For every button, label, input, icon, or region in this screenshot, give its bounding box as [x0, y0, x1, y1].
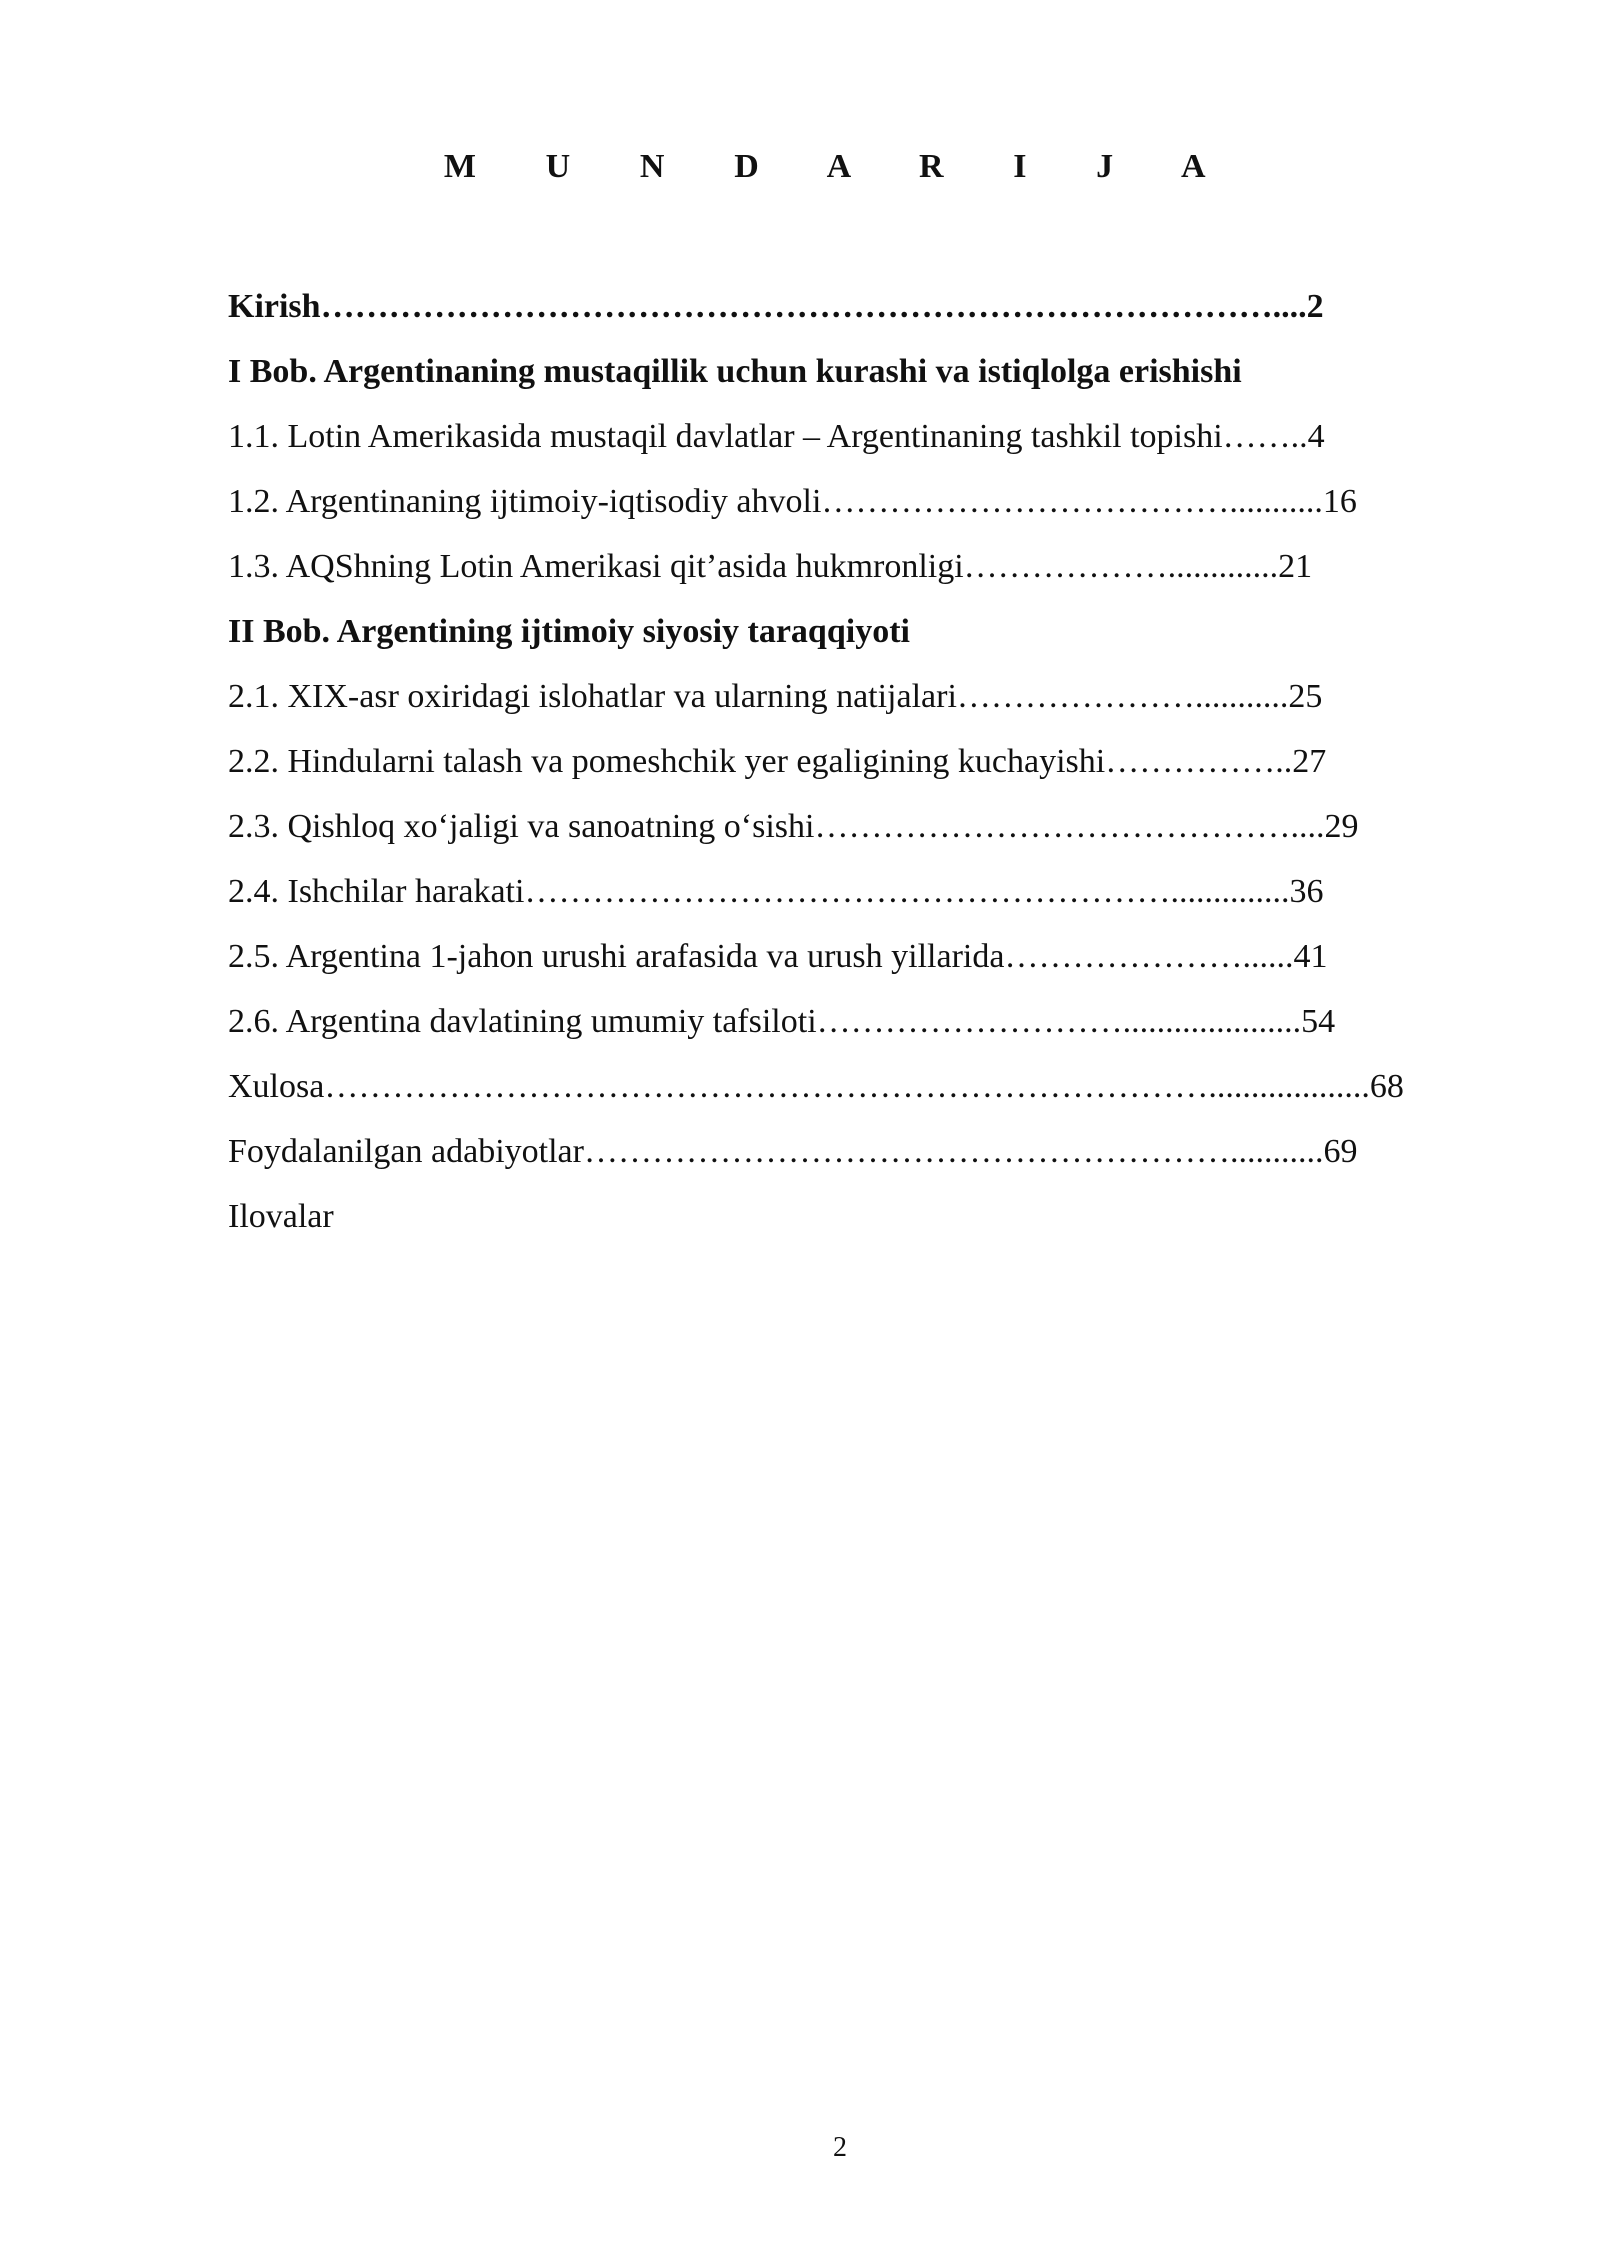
toc-entry-1-3: 1.3. AQShning Lotin Amerikasi qit’asida hukmronligi……………….............21: [228, 548, 1313, 585]
toc-chapter-2: II Bob. Argentining ijtimoiy siyosiy taraqqiyoti: [228, 613, 910, 650]
toc-entry-bibliography: Foydalanilgan adabiyotlar…………………………………………………...........69: [228, 1133, 1358, 1170]
toc-entry-2-5: 2.5. Argentina 1-jahon urushi arafasida va urush yillarida…………………......41: [228, 938, 1328, 975]
toc-entry-2-3: 2.3. Qishloq xo‘jaligi va sanoatning o‘sishi……………………………………....29: [228, 808, 1359, 845]
toc-entry-2-4: 2.4. Ishchilar harakati…………………………………………………..............36: [228, 873, 1324, 910]
page-number: 2: [833, 2132, 847, 2163]
toc-entry-kirish: Kirish…………………………………………………………………………....2: [228, 288, 1324, 325]
toc-entry-2-1: 2.1. XIX-asr oxiridagi islohatlar va ularning natijalari…………………...........25: [228, 678, 1323, 715]
toc-entry-2-2: 2.2. Hindularni talash va pomeshchik yer egaligining kuchayishi……………..27: [228, 743, 1327, 780]
toc-entry-1-2: 1.2. Argentinaning ijtimoiy-iqtisodiy ahvoli………………………………...........16: [228, 483, 1357, 520]
toc-entry-2-6: 2.6. Argentina davlatining umumiy tafsiloti……………………….....................54: [228, 1003, 1336, 1040]
toc-chapter-1: I Bob. Argentinaning mustaqillik uchun kurashi va istiqlolga erishishi: [228, 353, 1242, 390]
toc-entry-1-1: 1.1. Lotin Amerikasida mustaqil davlatlar – Argentinaning tashkil topishi……..4: [228, 418, 1325, 455]
toc-entry-appendices: Ilovalar: [228, 1198, 334, 1235]
table-of-contents: [228, 283, 1448, 1258]
page-title: M U N D A R I J A: [443, 148, 1237, 185]
toc-entry-xulosa: Xulosa……………………………………………………………………...................68: [228, 1068, 1404, 1105]
